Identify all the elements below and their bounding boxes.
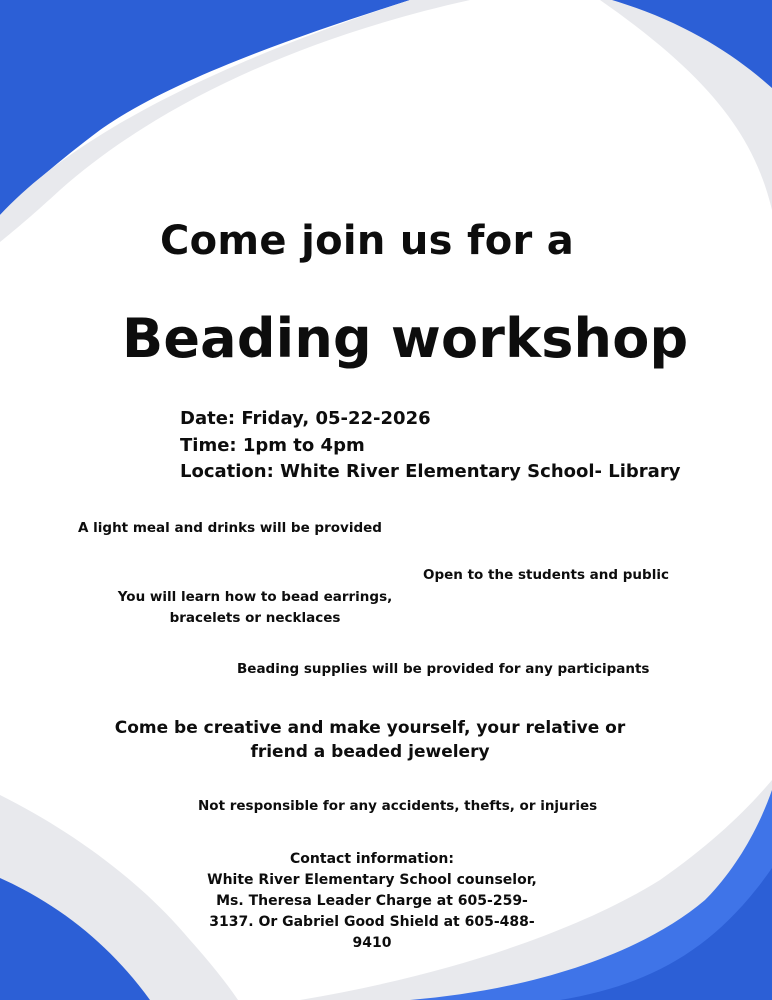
contact-line-2: Ms. Theresa Leader Charge at 605-259- <box>216 893 528 909</box>
supplies-note: Beading supplies will be provided for any participants <box>237 661 650 677</box>
creative-line-2: friend a beaded jewelery <box>250 742 490 762</box>
event-location: Location: White River Elementary School- Library <box>180 461 681 482</box>
learn-line-1: You will learn how to bead earrings, <box>117 589 393 605</box>
audience-note: Open to the students and public <box>423 567 669 583</box>
heading-line-1: Come join us for a <box>160 218 575 264</box>
event-time: Time: 1pm to 4pm <box>180 435 365 456</box>
event-date: Date: Friday, 05-22-2026 <box>180 408 431 429</box>
heading-line-2: Beading workshop <box>122 307 689 370</box>
learn-note <box>60 587 450 629</box>
contact-block <box>196 849 548 954</box>
contact-line-3: 3137. Or Gabriel Good Shield at 605-488- <box>209 914 535 930</box>
creative-line-1: Come be creative and make yourself, your relative or <box>114 718 626 738</box>
contact-line-4: 9410 <box>352 935 392 951</box>
contact-line-1: White River Elementary School counselor, <box>207 872 537 888</box>
meal-note: A light meal and drinks will be provided <box>78 520 382 536</box>
disclaimer-note: Not responsible for any accidents, thefts, or injuries <box>198 798 598 814</box>
creative-note <box>100 716 640 764</box>
learn-line-2: bracelets or necklaces <box>169 610 341 626</box>
contact-heading: Contact information: <box>290 851 454 867</box>
